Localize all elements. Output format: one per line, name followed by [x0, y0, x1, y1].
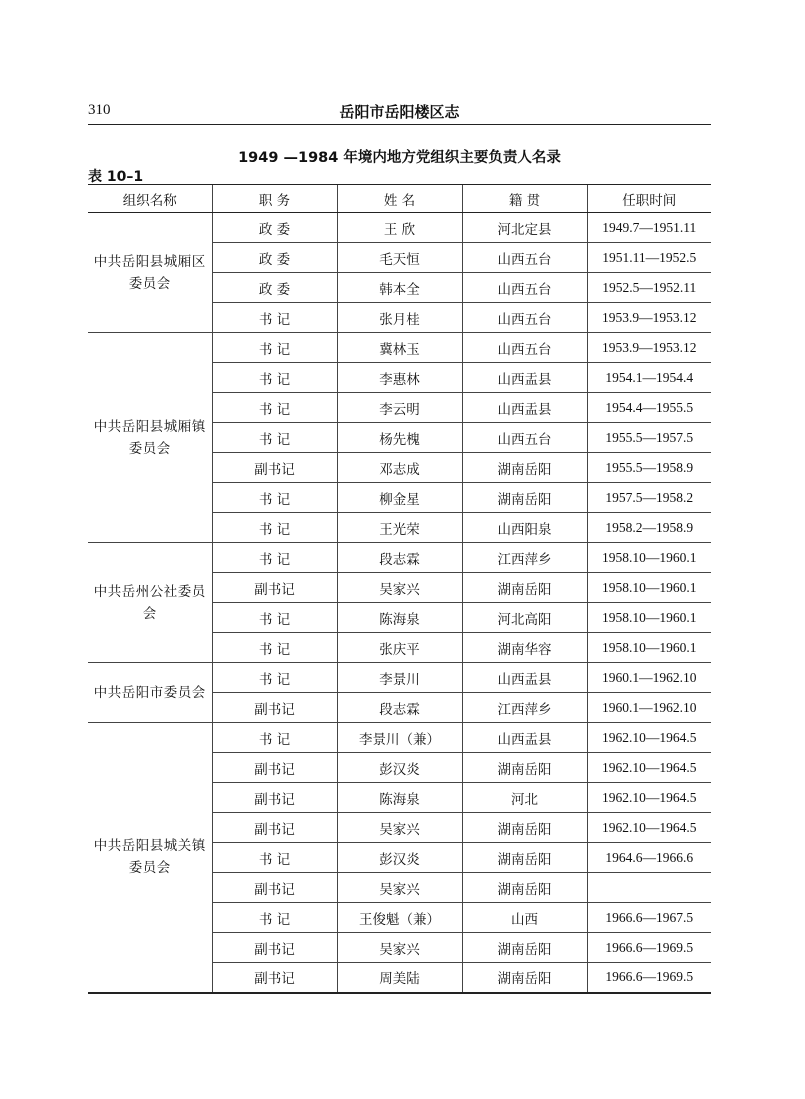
name-cell: 彭汉炎 [337, 843, 462, 873]
term-cell: 1954.4—1955.5 [587, 393, 711, 423]
term-cell: 1966.6—1967.5 [587, 903, 711, 933]
term-cell: 1960.1—1962.10 [587, 663, 711, 693]
name-cell: 段志霖 [337, 693, 462, 723]
term-cell: 1962.10—1964.5 [587, 753, 711, 783]
post-cell: 政 委 [212, 243, 337, 273]
origin-cell: 山西五台 [462, 243, 587, 273]
term-cell: 1953.9—1953.12 [587, 333, 711, 363]
page-number: 310 [88, 102, 111, 118]
post-cell: 书 记 [212, 723, 337, 753]
post-cell: 副书记 [212, 753, 337, 783]
name-cell: 李惠林 [337, 363, 462, 393]
term-cell: 1962.10—1964.5 [587, 813, 711, 843]
post-cell: 书 记 [212, 513, 337, 543]
org-name-cell: 中共岳州公社委员会 [88, 543, 212, 663]
term-cell: 1960.1—1962.10 [587, 693, 711, 723]
header-term: 任职时间 [587, 185, 711, 213]
table-title: 1949 —1984 年境内地方党组织主要负责人名录 [238, 150, 561, 166]
table-row [88, 213, 711, 243]
post-cell: 书 记 [212, 483, 337, 513]
name-cell: 毛天恒 [337, 243, 462, 273]
origin-cell: 山西五台 [462, 333, 587, 363]
name-cell: 吴家兴 [337, 813, 462, 843]
post-cell: 政 委 [212, 213, 337, 243]
term-cell: 1957.5—1958.2 [587, 483, 711, 513]
origin-cell: 湖南岳阳 [462, 813, 587, 843]
term-cell: 1958.10—1960.1 [587, 543, 711, 573]
term-cell: 1952.5—1952.11 [587, 273, 711, 303]
origin-cell: 山西五台 [462, 423, 587, 453]
origin-cell: 江西萍乡 [462, 693, 587, 723]
org-name-cell: 中共岳阳市委员会 [88, 663, 212, 723]
name-cell: 陈海泉 [337, 603, 462, 633]
post-cell: 副书记 [212, 693, 337, 723]
name-cell: 李景川（兼） [337, 723, 462, 753]
table-header [88, 185, 711, 213]
origin-cell: 湖南岳阳 [462, 843, 587, 873]
name-cell: 杨先槐 [337, 423, 462, 453]
origin-cell: 山西五台 [462, 303, 587, 333]
org-name-cell: 中共岳阳县城关镇委员会 [88, 723, 212, 993]
post-cell: 政 委 [212, 273, 337, 303]
name-cell: 李云明 [337, 393, 462, 423]
term-cell: 1953.9—1953.12 [587, 303, 711, 333]
post-cell: 书 记 [212, 333, 337, 363]
post-cell: 书 记 [212, 633, 337, 663]
header-row [88, 185, 711, 213]
term-cell: 1954.1—1954.4 [587, 363, 711, 393]
origin-cell: 湖南岳阳 [462, 483, 587, 513]
table-row [88, 723, 711, 753]
post-cell: 副书记 [212, 573, 337, 603]
name-cell: 邓志成 [337, 453, 462, 483]
origin-cell: 湖南岳阳 [462, 453, 587, 483]
header-rule [88, 124, 711, 125]
name-cell: 张庆平 [337, 633, 462, 663]
post-cell: 书 记 [212, 393, 337, 423]
origin-cell: 湖南岳阳 [462, 963, 587, 993]
origin-cell: 江西萍乡 [462, 543, 587, 573]
term-cell: 1955.5—1957.5 [587, 423, 711, 453]
origin-cell: 山西盂县 [462, 393, 587, 423]
term-cell [587, 873, 711, 903]
name-cell: 王 欣 [337, 213, 462, 243]
post-cell: 副书记 [212, 783, 337, 813]
term-cell: 1964.6—1966.6 [587, 843, 711, 873]
origin-cell: 河北 [462, 783, 587, 813]
name-cell: 彭汉炎 [337, 753, 462, 783]
origin-cell: 山西 [462, 903, 587, 933]
post-cell: 书 记 [212, 843, 337, 873]
origin-cell: 山西盂县 [462, 663, 587, 693]
term-cell: 1962.10—1964.5 [587, 723, 711, 753]
post-cell: 书 记 [212, 303, 337, 333]
name-cell: 李景川 [337, 663, 462, 693]
header-post: 职 务 [212, 185, 337, 213]
term-cell: 1951.11—1952.5 [587, 243, 711, 273]
org-name-cell: 中共岳阳县城厢镇委员会 [88, 333, 212, 543]
org-name-cell: 中共岳阳县城厢区委员会 [88, 213, 212, 333]
table-body [88, 213, 711, 993]
name-cell: 吴家兴 [337, 573, 462, 603]
term-cell: 1966.6—1969.5 [587, 963, 711, 993]
name-cell: 吴家兴 [337, 933, 462, 963]
post-cell: 书 记 [212, 663, 337, 693]
origin-cell: 山西阳泉 [462, 513, 587, 543]
origin-cell: 湖南岳阳 [462, 573, 587, 603]
post-cell: 副书记 [212, 963, 337, 993]
origin-cell: 河北高阳 [462, 603, 587, 633]
header-name: 姓 名 [337, 185, 462, 213]
table-row [88, 333, 711, 363]
table-row [88, 543, 711, 573]
term-cell: 1955.5—1958.9 [587, 453, 711, 483]
term-cell: 1962.10—1964.5 [587, 783, 711, 813]
post-cell: 书 记 [212, 603, 337, 633]
leaders-table [88, 184, 711, 994]
origin-cell: 河北定县 [462, 213, 587, 243]
term-cell: 1949.7—1951.11 [587, 213, 711, 243]
name-cell: 吴家兴 [337, 873, 462, 903]
origin-cell: 湖南岳阳 [462, 933, 587, 963]
name-cell: 王俊魁（兼） [337, 903, 462, 933]
post-cell: 副书记 [212, 933, 337, 963]
origin-cell: 山西盂县 [462, 363, 587, 393]
post-cell: 副书记 [212, 873, 337, 903]
post-cell: 副书记 [212, 453, 337, 483]
term-cell: 1958.2—1958.9 [587, 513, 711, 543]
post-cell: 书 记 [212, 543, 337, 573]
origin-cell: 山西五台 [462, 273, 587, 303]
running-header [88, 96, 711, 122]
origin-cell: 湖南华容 [462, 633, 587, 663]
post-cell: 书 记 [212, 903, 337, 933]
term-cell: 1966.6—1969.5 [587, 933, 711, 963]
table-label: 表 10–1 [88, 169, 144, 185]
name-cell: 周美陆 [337, 963, 462, 993]
origin-cell: 山西盂县 [462, 723, 587, 753]
name-cell: 段志霖 [337, 543, 462, 573]
post-cell: 书 记 [212, 423, 337, 453]
origin-cell: 湖南岳阳 [462, 873, 587, 903]
origin-cell: 湖南岳阳 [462, 753, 587, 783]
post-cell: 书 记 [212, 363, 337, 393]
header-org: 组织名称 [88, 185, 212, 213]
name-cell: 王光荣 [337, 513, 462, 543]
header-origin: 籍 贯 [462, 185, 587, 213]
post-cell: 副书记 [212, 813, 337, 843]
name-cell: 韩本全 [337, 273, 462, 303]
term-cell: 1958.10—1960.1 [587, 603, 711, 633]
term-cell: 1958.10—1960.1 [587, 633, 711, 663]
table-row [88, 663, 711, 693]
name-cell: 柳金星 [337, 483, 462, 513]
name-cell: 陈海泉 [337, 783, 462, 813]
running-title: 岳阳市岳阳楼区志 [339, 103, 460, 121]
name-cell: 冀林玉 [337, 333, 462, 363]
term-cell: 1958.10—1960.1 [587, 573, 711, 603]
name-cell: 张月桂 [337, 303, 462, 333]
